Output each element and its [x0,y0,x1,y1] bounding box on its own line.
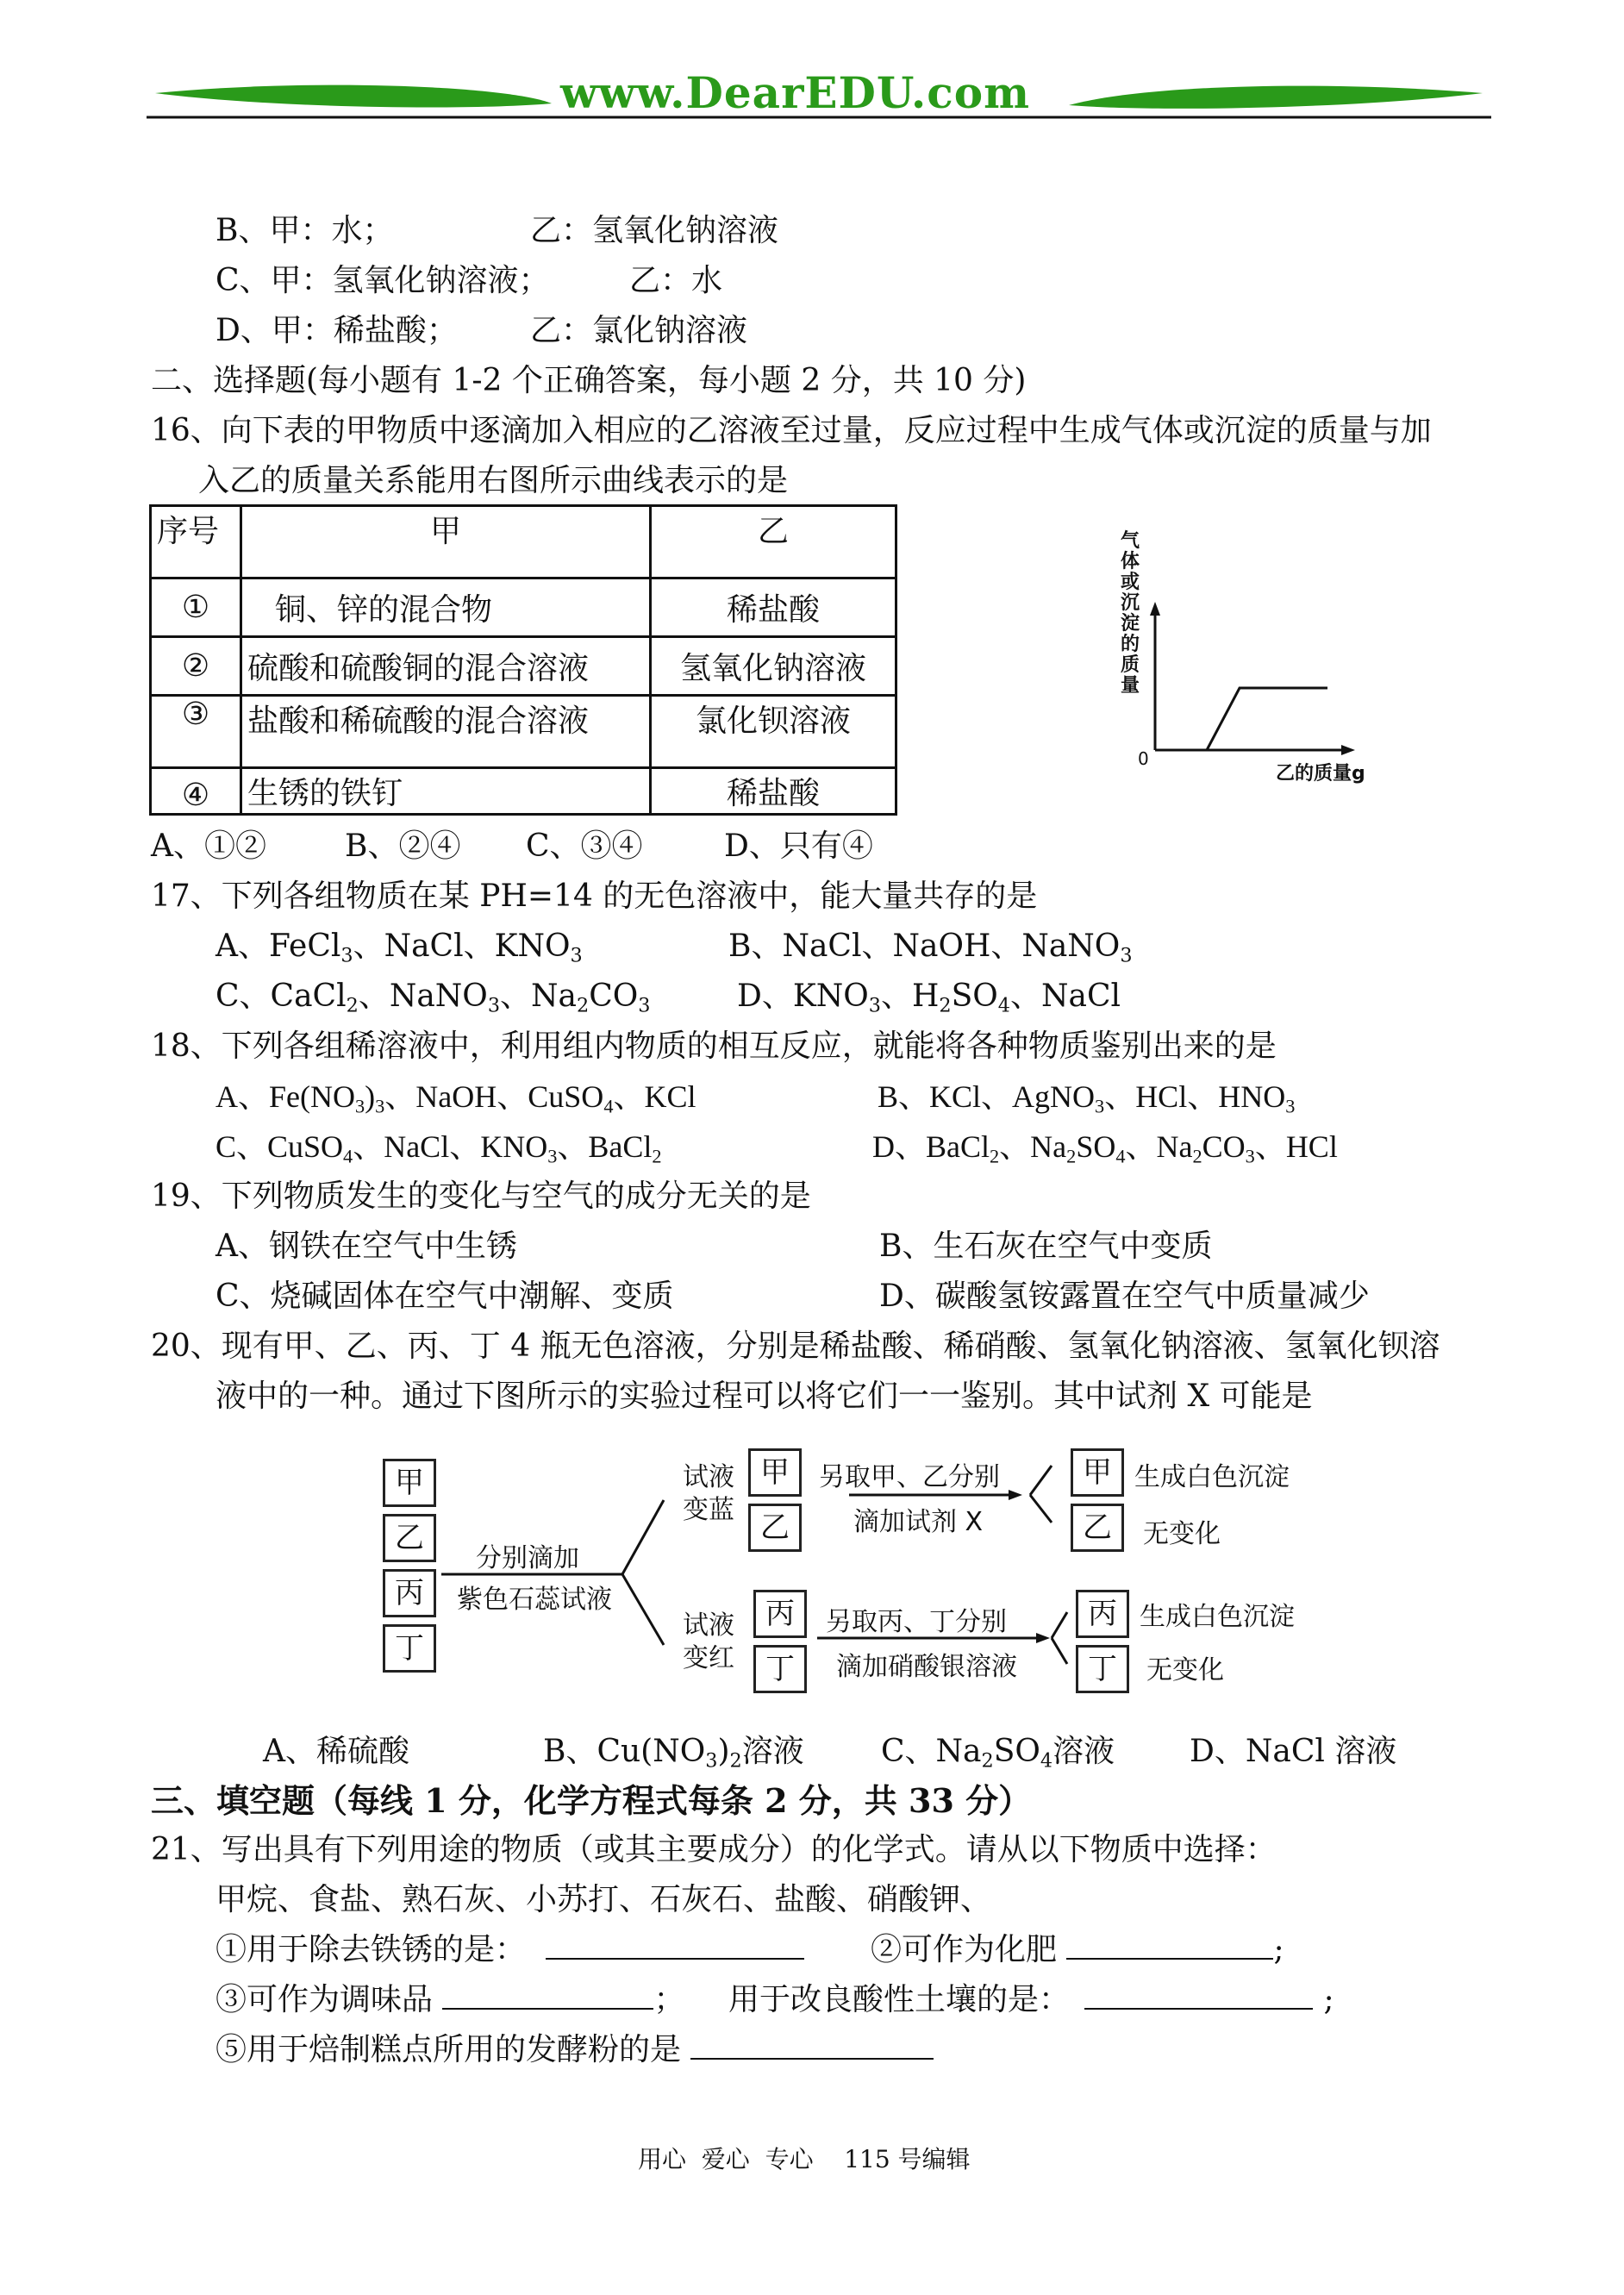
q20-stem-line2: 液中的一种。通过下图所示的实验过程可以将它们一一鉴别。其中试剂 X 可能是 [215,1379,1313,1414]
q18-option-a: A、$Fe(NO_3)_3$、NaOH、CuSO$_4$、KCl [215,1079,696,1117]
table-header: 乙 [651,506,896,578]
q17-option-c: C、CaCl$_2$、NaNO$_3$、$Na_2CO_3$ [215,979,651,1017]
answer-blank-4[interactable] [1084,1982,1313,2010]
table-row: ④ 生锈的铁钉 稀盐酸 [151,768,896,815]
flow-box-result-bing: 丙 [1076,1590,1129,1638]
flow-result-white-upper: 生成白色沉淀 [1134,1462,1290,1492]
q17-option-a: A、FeCl$_3$、NaCl、$KNO_3$ [215,929,583,967]
q18-option-d: D、BaCl$_2$、$Na_2SO_4$、$Na_2CO_3$、HCl [872,1129,1338,1167]
flow-result-none-upper: 无变化 [1143,1519,1221,1549]
q21-choices: 甲烷、食盐、熟石灰、小苏打、石灰石、盐酸、硝酸钾、 [215,1882,992,1917]
graph-xlabel: 乙的质量g [1276,763,1365,785]
page-footer: 用心 爱心 专心 115 号编辑 [638,2145,971,2173]
table-row: ② 硫酸和硫酸铜的混合溶液 氢氧化钠溶液 [151,637,896,696]
q16-graph [1112,526,1414,793]
flow-step1-bottom: 紫色石蕊试液 [457,1585,612,1615]
q19-option-c: C、烧碱固体在空气中潮解、变质 [215,1279,674,1314]
q19-option-b: B、生石灰在空气中变质 [879,1229,1213,1264]
table-header: 甲 [241,506,651,578]
q21-item2: ②可作为化肥 ; [871,1932,1284,1967]
q16-table [149,504,897,816]
section3-title: 三、填空题（每线 1 分，化学方程式每条 2 分，共 33 分） [151,1781,1032,1820]
q15-option-c-right: 乙：水 [629,263,723,298]
q15-option-b: B、甲：水； [215,213,394,248]
flow-result-none-lower: 无变化 [1146,1655,1224,1685]
flow-red-label-1: 试液 [683,1610,734,1641]
flow-result-white-lower: 生成白色沉淀 [1140,1602,1295,1632]
flow-box-upper-jia: 甲 [748,1448,802,1497]
q17-stem: 17、下列各组物质在某 PH=14 的无色溶液中，能大量共存的是 [151,879,1038,914]
q20-flow-diagram [371,1448,1319,1690]
section2-title: 二、选择题(每小题有 1-2 个正确答案，每小题 2 分，共 10 分) [151,363,1027,398]
flow-box-jia: 甲 [383,1459,436,1507]
q20-option-c: C、$Na_2SO_4$溶液 [881,1734,1115,1773]
q19-option-a: A、钢铁在空气中生锈 [215,1229,517,1264]
q18-option-b: B、KCl、AgNO$_3$、HCl、$HNO_3$ [878,1079,1296,1117]
flow-box-bing: 丙 [383,1569,436,1617]
flow-box-yi: 乙 [383,1514,436,1562]
q15-option-d-right: 乙：氯化钠溶液 [530,313,748,348]
flow-box-result-yi: 乙 [1071,1504,1124,1552]
q17-option-b: B、NaCl、NaOH、NaNO$_3$ [728,929,1133,967]
flow-box-ding: 丁 [383,1624,436,1673]
q20-stem-line1: 20、现有甲、乙、丙、丁 4 瓶无色溶液，分别是稀盐酸、稀硝酸、氢氧化钠溶液、氢氧化钡溶 [151,1329,1440,1364]
q18-stem: 18、下列各组稀溶液中，利用组内物质的相互反应，就能将各种物质鉴别出来的是 [151,1029,1277,1064]
q19-stem: 19、下列物质发生的变化与空气的成分无关的是 [151,1179,811,1214]
answer-blank-2[interactable] [1066,1932,1273,1960]
table-row: ① 铜、锌的混合物 稀盐酸 [151,578,896,637]
q21-item1: ①用于除去铁锈的是： [215,1931,804,1969]
flow-lower-top: 另取丙、丁分别 [826,1607,1007,1637]
table-header: 序号 [151,506,241,578]
flow-step1-top: 分别滴加 [476,1543,579,1573]
q16-stem-line2: 入乙的质量关系能用右图所示曲线表示的是 [198,463,789,498]
q19-option-d: D、碳酸氢铵露置在空气中质量减少 [879,1279,1370,1314]
q21-item4: 用于改良酸性土壤的是： ; [728,1982,1334,2017]
flow-box-lower-bing: 丙 [753,1590,807,1638]
table-row: ③ 盐酸和稀硫酸的混合溶液 氯化钡溶液 [151,696,896,768]
flow-box-upper-yi: 乙 [748,1504,802,1552]
flow-box-result-ding: 丁 [1076,1645,1129,1693]
q15-option-b-right: 乙：氢氧化钠溶液 [530,213,779,248]
answer-blank-3[interactable] [442,1982,653,2010]
q20-option-b: B、$Cu(NO_3)_2$溶液 [543,1734,804,1773]
flow-box-lower-ding: 丁 [753,1645,807,1693]
answer-blank-1[interactable] [546,1932,804,1960]
flow-blue-label-2: 变蓝 [683,1495,734,1525]
q16-stem-line1: 16、向下表的甲物质中逐滴加入相应的乙溶液至过量，反应过程中生成气体或沉淀的质量与加 [151,413,1432,448]
q15-option-c: C、甲：氢氧化钠溶液； [215,263,550,298]
graph-ylabel: 气体或沉淀的质量 [1121,530,1140,697]
q21-item3: ③可作为调味品 ； [215,1982,685,2017]
flow-upper-top: 另取甲、乙分别 [819,1462,1000,1492]
flow-upper-bottom: 滴加试剂 X [853,1507,984,1537]
flow-lower-bottom: 滴加硝酸银溶液 [836,1652,1017,1682]
q17-option-d: D、$KNO_3$、$H_2SO_4$、NaCl [737,979,1121,1017]
q20-option-a: A、稀硫酸 [263,1734,409,1769]
header-banner [147,60,1491,129]
q21-stem: 21、写出具有下列用途的物质（或其主要成分）的化学式。请从以下物质中选择： [151,1832,1277,1867]
flow-box-result-jia: 甲 [1071,1448,1124,1497]
site-logo: www.DearEDU.com [560,67,1031,118]
flow-red-label-2: 变红 [683,1643,734,1673]
flow-blue-label-1: 试液 [683,1462,734,1492]
q20-option-d: D、NaCl 溶液 [1190,1734,1397,1769]
q21-item5: ⑤用于焙制糕点所用的发酵粉的是 [215,2031,934,2069]
q18-option-c: C、CuSO$_4$、NaCl、$KNO_3$、BaCl$_2$ [215,1129,662,1167]
answer-blank-5[interactable] [690,2032,934,2060]
graph-origin: 0 [1138,748,1149,769]
q15-option-d: D、甲：稀盐酸； [215,313,458,348]
